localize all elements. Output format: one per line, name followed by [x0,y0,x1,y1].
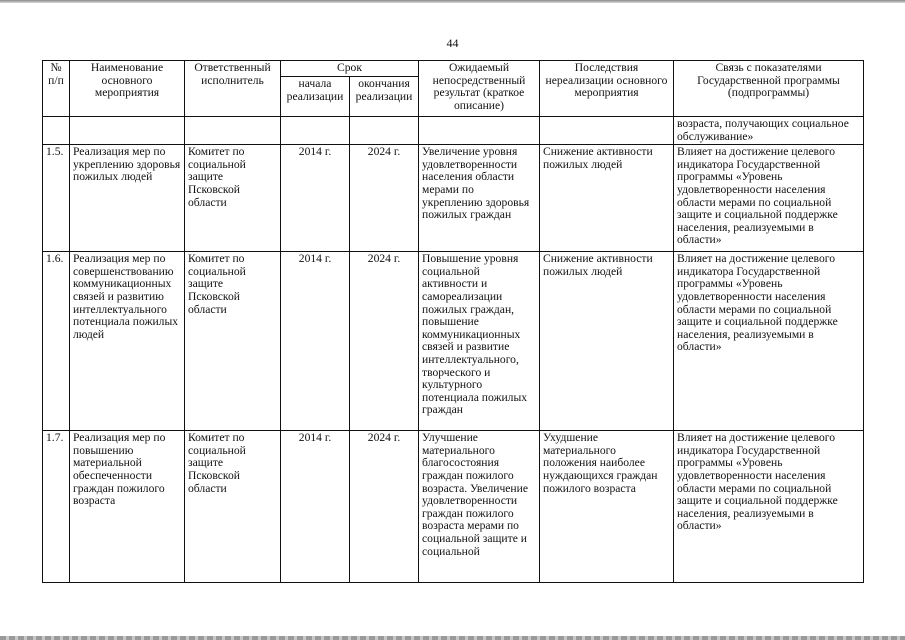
table-row-continuation [43,117,864,145]
header-responsible: Ответственный исполнитель [185,61,281,117]
cell-end: 2024 г. [350,145,419,252]
cell-responsible: Комитет по социальной защите Псковской области [185,252,281,431]
cell-name: Реализация мер по укреплению здоровья пожилых людей [70,145,185,252]
cell-start: 2014 г. [281,431,350,583]
header-name: Наименование основного мероприятия [70,61,185,117]
header-start: начала реализации [281,77,350,117]
cell-empty [185,117,281,145]
cell-start: 2014 г. [281,252,350,431]
cell-name: Реализация мер по совершенствованию коммуникационных связей и развитию интеллектуального потенциала пожилых людей [70,252,185,431]
cell-empty [281,117,350,145]
cell-name: Реализация мер по повышению материальной обеспеченности граждан пожилого возраста [70,431,185,583]
cell-num: 1.5. [43,145,70,252]
scan-edge-bottom [0,636,905,640]
header-consequences: Последствия нереализации основного мероприятия [540,61,674,117]
cell-responsible: Комитет по социальной защите Псковской области [185,145,281,252]
cell-num: 1.7. [43,431,70,583]
cell-result: Увеличение уровня удовлетворенности населения области мерами по укреплению здоровья пожилых граждан [419,145,540,252]
cell-start: 2014 г. [281,145,350,252]
cell-end: 2024 г. [350,431,419,583]
cell-result: Улучшение материального благосостояния граждан пожилого возраста. Увеличение удовлетворенности граждан пожилого возраста мерами по социальной защите и социальной [419,431,540,583]
cell-link: Влияет на достижение целевого индикатора Государственной программы «Уровень удовлетворенности населения области мерами по социальной защите и социальной поддержке населения, реализуемыми в области» [674,431,864,583]
cell-consequences: Ухудшение материального положения наиболее нуждающихся граждан пожилого возраста [540,431,674,583]
header-num: № п/п [43,61,70,117]
cell-consequences: Снижение активности пожилых людей [540,145,674,252]
table-row [43,252,864,431]
header-term: Срок [281,61,419,77]
cell-link: Влияет на достижение целевого индикатора Государственной программы «Уровень удовлетворенности населения области мерами по социальной защите и социальной поддержке населения, реализуемыми в области» [674,145,864,252]
cell-link: Влияет на достижение целевого индикатора Государственной программы «Уровень удовлетворенности населения области мерами по социальной защите и социальной поддержке населения, реализуемыми в области» [674,252,864,431]
cell-num: 1.6. [43,252,70,431]
cell-empty [419,117,540,145]
page-number: 44 [446,36,459,50]
scan-edge-top [0,0,905,3]
cell-empty [70,117,185,145]
cell-empty [43,117,70,145]
header-result: Ожидаемый непосредственный результат (краткое описание) [419,61,540,117]
cell-consequences: Снижение активности пожилых людей [540,252,674,431]
cell-result: Повышение уровня социальной активности и самореализации пожилых граждан, повышение коммуникационных связей и развитие интеллектуального, творческого и культурного потенциала пожилых граждан [419,252,540,431]
table-row [43,431,864,583]
header-end: окончания реализации [350,77,419,117]
cell-empty [540,117,674,145]
cell-empty [350,117,419,145]
cell-end: 2024 г. [350,252,419,431]
cell-link: возраста, получающих социальное обслуживание» [674,117,864,145]
measures-table [42,60,864,583]
header-link: Связь с показателями Государственной программы (подпрограммы) [674,61,864,117]
cell-responsible: Комитет по социальной защите Псковской области [185,431,281,583]
table-row [43,145,864,252]
